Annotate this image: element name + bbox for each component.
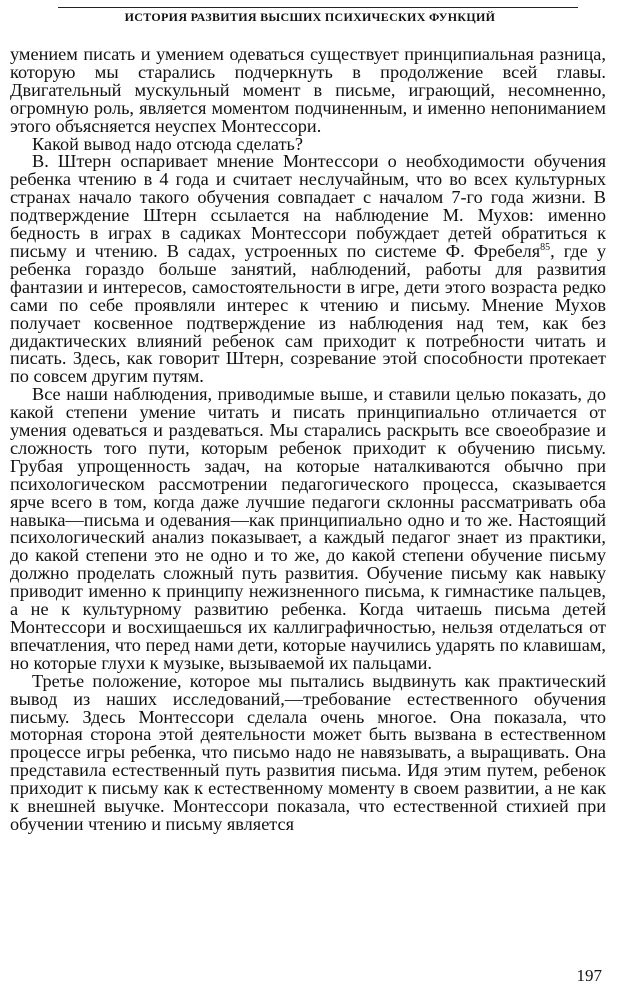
page-number: 197 <box>576 966 602 985</box>
paragraph-3-text-after: , где у ребенка гораздо больше занятий, наблюдений, работы для развития фантазии и интересов, самостоятельности в игре, дети этого возраста редко сами по себе проявляли интерес к чтению и письму. Мнение Мухов получает косвенное подтверждение из наблюдения над тем, как без дидактических влияний ребенок сам приходит к потребности читать и писать. Здесь, как говорит Штерн, созревание этой способности протекает по совсем другим путям. <box>10 240 606 387</box>
body-text <box>10 46 606 834</box>
footnote-ref: 85 <box>540 241 551 253</box>
paragraph-5: Третье положение, которое мы пытались выдвинуть как практический вывод из наших исследований,—требование естественного обучения письму. Здесь Монтессори сделала очень многое. Она показала, что моторная сторона этой деятельности может быть вызвана в естественном процессе игры ребенка, что письмо надо не навязывать, а выращивать. Она представила естественный путь развития письма. Идя этим путем, ребенок приходит к письму как к естественному моменту в своем развитии, а не как к внешней выучке. Монтессори показала, что естественной стихией при обучении чтению и письму является <box>10 670 606 834</box>
paragraph-4: Все наши наблюдения, приводимые выше, и ставили целью показать, до какой степени умение читать и писать принципиально отличается от умения одеваться и раздеваться. Мы старались раскрыть все своеобразие и сложность того пути, которым ребенок приходит к обучению письму. Грубая упрощенность задач, на которые наталкиваются обычно при психологическом рассмотрении педагогического процесса, сказывается ярче всего в том, когда даже лучшие педагоги склонны рассматривать оба навыка—письма и одевания—как принципиально одно и то же. Настоящий психологический анализ показывает, а каждый педагог знает из практики, до какой степени это не одно и то же, до какой степени обучение письму должно проделать сложный путь развития. Обучение письму как навыку приводит именно к принципу нежизненного письма, к гимнастике пальцев, а не к культурному развитию ребенка. Когда читаешь письма детей Монтессори и восхищаешься их каллиграфичностью, нельзя отделаться от впечатления, что перед нами дети, которые научились ударять по клавишам, но которые глухи к музыке, вызываемой их пальцами. <box>10 384 606 673</box>
paragraph-3-text-before: В. Штерн оспаривает мнение Монтессори о необходимости обучения ребенка чтению в 4 года и считает неслучайным, что во всех культурных странах начало такого обучения совпадает с началом 7-го года жизни. В подтверждение Штерн ссылается на наблюдение М. Мухов: именно бедность в играх в садиках Монтессори побуждает детей обратиться к письму и чтению. В садах, устроенных по системе Ф. Фребеля <box>10 151 606 261</box>
running-head: ИСТОРИЯ РАЗВИТИЯ ВЫСШИХ ПСИХИЧЕСКИХ ФУНКЦИЙ <box>124 10 496 24</box>
paragraph-2: Какой вывод надо отсюда сделать? <box>32 133 304 154</box>
paragraph-3 <box>10 153 606 386</box>
header-rule <box>58 7 578 8</box>
paragraph-1: умением писать и умением одеваться существует принципиальная разница, которую мы старались подчеркнуть в продолжение всей главы. Двигательный мускульный момент в письме, играющий, несомненно, огромную роль, является моментом подчиненным, и именно непониманием этого объясняется неуспех Монтессори. <box>10 44 606 136</box>
